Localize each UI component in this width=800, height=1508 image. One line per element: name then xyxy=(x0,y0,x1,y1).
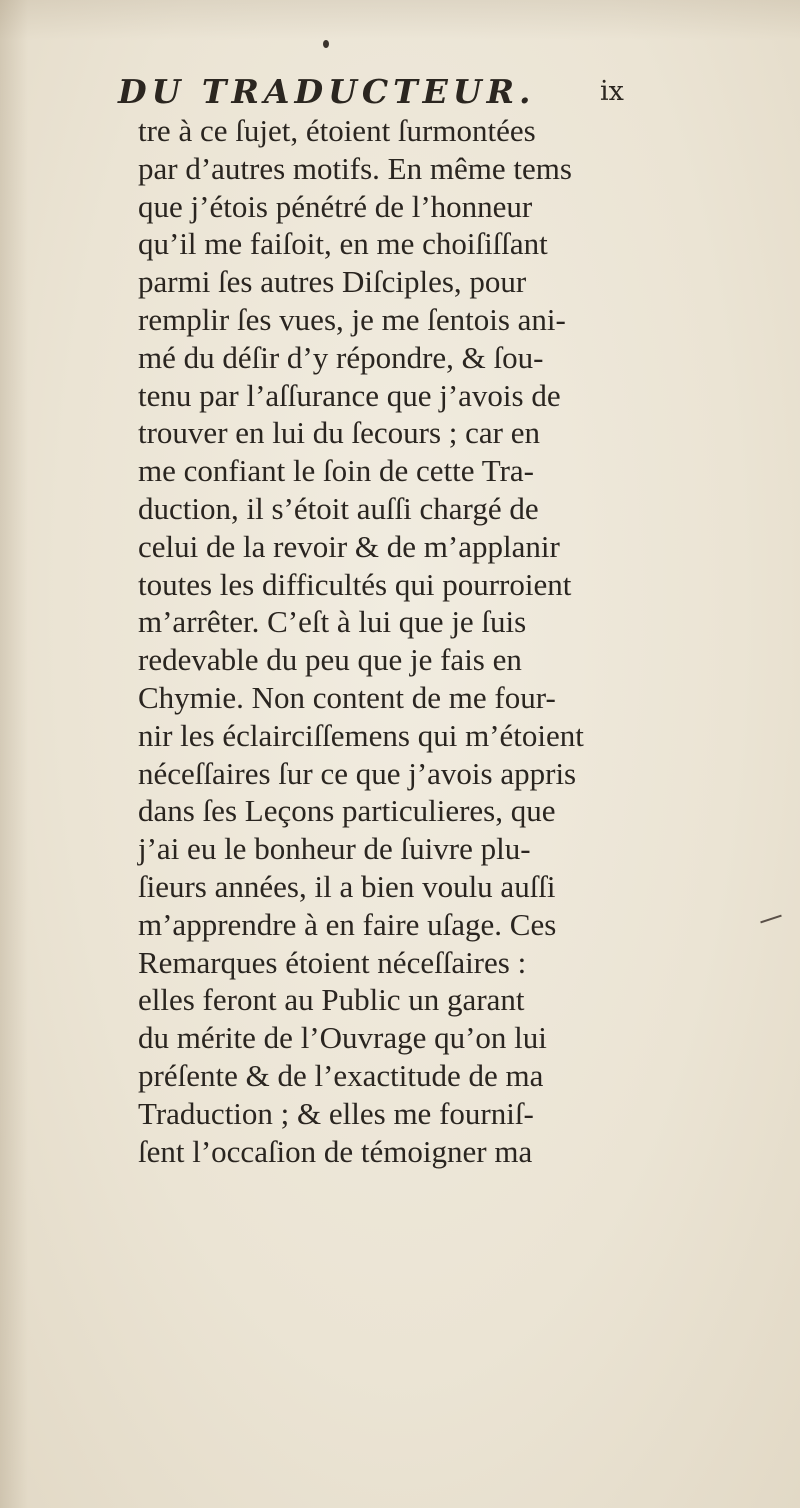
text-line: du mérite de l’Ouvrage qu’on lui xyxy=(138,1020,547,1056)
text-line: me confiant le ſoin de cette Tra- xyxy=(138,453,534,489)
text-line: dans ſes Leçons particulieres, que xyxy=(138,793,556,829)
page-number: ix xyxy=(600,76,624,107)
text-line: Chymie. Non content de me four- xyxy=(138,679,556,715)
margin-mark xyxy=(760,915,782,924)
text-line: toutes les difficultés qui pourroient xyxy=(138,566,572,602)
running-title: DU TRADUCTEUR. xyxy=(118,72,536,111)
text-line: qu’il me faiſoit, en me choiſiſſant xyxy=(138,226,548,262)
text-line: m’apprendre à en faire uſage. Ces xyxy=(138,906,557,942)
running-head xyxy=(118,72,658,112)
text-line: nir les éclairciſſemens qui m’étoient xyxy=(138,717,584,753)
ink-dot xyxy=(323,40,329,48)
text-line: duction, il s’étoit auſſi chargé de xyxy=(138,490,539,526)
text-line: elles feront au Public un garant xyxy=(138,982,525,1018)
text-line: ſieurs années, il a bien voulu auſſi xyxy=(138,868,556,904)
page-top-shadow xyxy=(0,0,800,40)
text-line: tenu par l’aſſurance que j’avois de xyxy=(138,377,561,413)
text-line: ſent l’occaſion de témoigner ma xyxy=(138,1133,533,1169)
text-line: trouver en lui du ſecours ; car en xyxy=(138,415,540,451)
text-line: néceſſaires ſur ce que j’avois appris xyxy=(138,755,577,791)
text-line: celui de la revoir & de m’applanir xyxy=(138,528,560,564)
text-line: j’ai eu le bonheur de ſuivre plu- xyxy=(138,831,531,867)
text-line: par d’autres motifs. En même tems xyxy=(138,150,572,186)
text-line: remplir ſes vues, je me ſentois ani- xyxy=(138,301,566,337)
page-edge-shadow xyxy=(0,0,28,1508)
text-line: mé du déſir d’y répondre, & ſou- xyxy=(138,339,544,375)
text-line: redevable du peu que je fais en xyxy=(138,642,522,678)
text-line: parmi ſes autres Diſciples, pour xyxy=(138,264,527,300)
text-line: m’arrêter. C’eſt à lui que je ſuis xyxy=(138,604,527,640)
text-line: Traduction ; & elles me fourniſ- xyxy=(138,1095,534,1131)
text-line: que j’étois pénétré de l’honneur xyxy=(138,188,533,224)
text-line: Remarques étoient néceſſaires : xyxy=(138,944,527,980)
body-text xyxy=(138,112,638,1170)
text-line: préſente & de l’exactitude de ma xyxy=(138,1057,544,1093)
text-line: tre à ce ſujet, étoient ſurmontées xyxy=(138,113,536,148)
